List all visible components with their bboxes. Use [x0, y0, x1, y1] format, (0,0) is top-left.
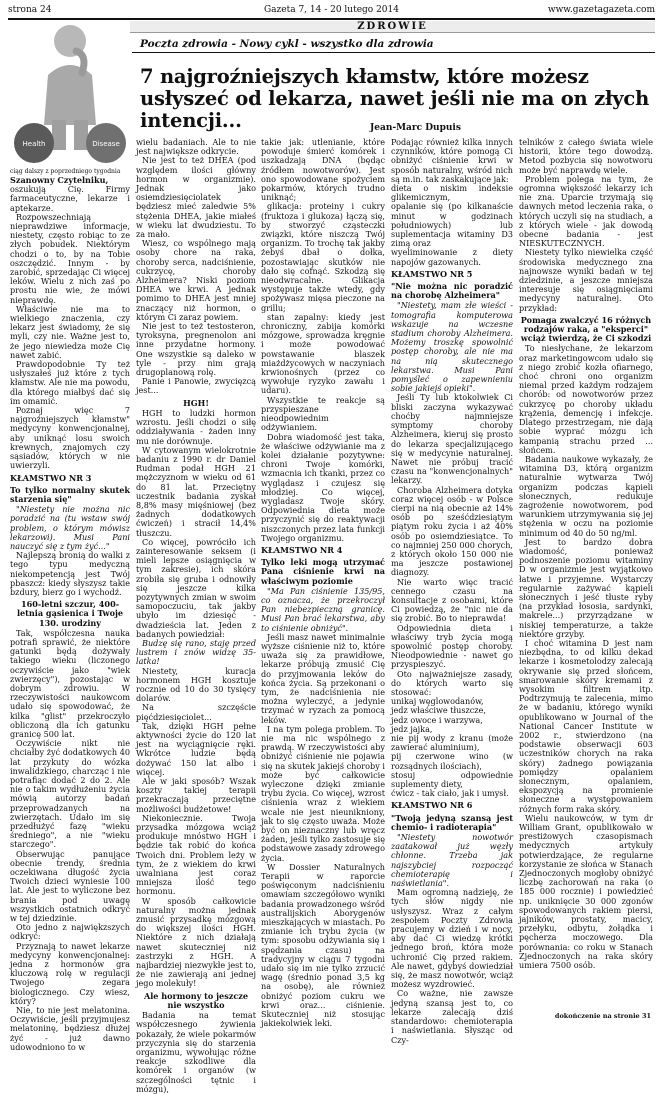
- paragraph: I choć witamina D jest nam niezbędna, to od kilku dekad lekarze i kosmetolodzy zalecają okrywanie się przed słońcem, smarowanie skóry kremami z wysokim filtrem itp. Podtrzymują te zalecenia, mimo że w badaniu, którego wyniki opublikowano w Journal of the National Cancer Institute w 2002 r., stwierdzono (na podstawie obserwacji 603 uczestników chorych na raka skóry) żadnego powiązania pomiędzy opalaniem słonecznym, opalaniem, ekspozycją na promienie słoneczne a występowaniem różnych form raka skóry.: [519, 637, 653, 814]
- list-item: jedz właściwe tłuszcze,: [391, 705, 486, 716]
- paragraph: Tak, dzięki HGH pełne aktywności życie do 120 lat jest na wyciągnięcie ręki. Wkrótce ludzie będą dożywać 150 lat albo i więcej.: [136, 720, 256, 777]
- column-3: [261, 137, 385, 1029]
- paragraph: Co ważne, nie zawsze jedyną szansą jest to, co lekarze zalecają dziś standardowo: chemioterapia i naświetlania. Słysząc od Czy-: [391, 988, 513, 1045]
- subheading-lie-4-title: Tylko leki mogą utrzymać Pana ciśnienie krwi na właściwym poziomie: [261, 557, 385, 586]
- paragraph: Tak, współczesna nauka potrafi sprawić, że niektóre gatunki będą dożywały takiego wieku (liczonego oczywiście jako "wiek zwierzęcy"), pozostając w dobrym zdrowiu. W rzeczywistości naukowcom udało się spowodować, że kilka "glist" przekroczyło obliczoną dla ich gatunku granicę 500 lat.: [10, 627, 130, 739]
- list-item: nie pij wody z kranu (może zawierać aluminium),: [391, 733, 513, 753]
- quote: "Ma Pan ciśnienie 135/95, co oznacza, że przekroczył Pan niebezpieczną granicę. Musi Pan brać lekarstwa, aby to ciśnienie obniżyć".: [261, 585, 385, 633]
- column-1: [10, 175, 130, 1052]
- paragraph: Nie jest to też DHEA (pod względem ilości główny hormon w organizmie). Jednak jako osiemdziesięciolatek będziesz mieć zaledwie 5% stężenia DHEA, jakie miałeś w wieku lat dwudziestu. To za mało.: [136, 155, 256, 240]
- paragraph: Na szczęście pięćdziesięciolet...: [136, 702, 256, 722]
- paragraph: Nie, to nie jest melatonina. Oczywiście, jeśli przyjmujesz melatoninę, będziesz dłużej żyć - już dawno udowodniono to w: [10, 1005, 130, 1052]
- paragraph: Oczywiście nikt nie chciałby żyć dodatkowych 40 lat przykuty do wózka inwalidzkiego, charcząc i nie potrafiąc dodać 2 do 2. Ale nie o takim wydłużeniu życia mówią autorzy badań przeprowadzanych na zwierzętach. Udało im się przedłużyć fazę "wieku średniego", a nie "wieku starczego".: [10, 738, 130, 850]
- paragraph: Choroba Alzheimera dotyka coraz więcej osób - w Polsce cierpi na nią obecnie aż 14% osób po sześćdziesiątym piątym roku życia i aż 40% osób po osiemdziesiątce. To co najmniej 250 000 chorych, z których około 150 000 nie ma jeszcze postawionej diagnozy.: [391, 484, 513, 578]
- list-item: jedz jajka,: [391, 723, 433, 734]
- paragraph: Wiesz, co wspólnego mają osoby chore na raka, choroby serca, nadciśnienie, cukrzycę, choroby Alzheimera? Niski poziom DHEA we krwi. A jednak pomimo to DHEA jest mniej znaczący niż hormon, o którym Ci zaraz powiem.: [136, 238, 256, 322]
- paragraph: Oto najważniejsze zasady, do których warto się stosować:: [391, 668, 513, 697]
- paragraph: Oto jedno z najwiękzszych odkryć:: [10, 922, 130, 942]
- article-headline: 7 najgroźniejszych kłamstw, które możesz usłyszeć od lekarza, nawet jeśli nie ma on złych intencji...: [140, 65, 650, 132]
- paragraph: takie jak: utlenianie, które powoduje śmierć komórek i uszkadzają DNA (będąc źródłem nowotworów). Jest ono spowodowane spożyciem pokarmów, których trudno uniknąć;: [261, 137, 385, 203]
- paragraph: Problem polega na tym, że ogromna większość lekarzy ich nie zna. Uparcie trzymają się dawnych metod leczenia raka, o których uczyli się na studiach, a z których wiele - jak dowodą obecne badania - jest NIESKUTECZNYCH.: [519, 173, 653, 249]
- page-number: strona 24: [8, 5, 52, 15]
- column-4: [391, 137, 513, 1045]
- site-url[interactable]: www.gazetagazeta.com: [547, 5, 655, 15]
- thinking-person-illustration: [10, 15, 130, 165]
- paragraph: Poznaj więc 7 najgroźniejszych kłamstw" medycyny konwencjonalnej, aby uniknąć losu swoich krewnych, znajomych czy sąsiadów, których w nie uwierzyli.: [10, 405, 130, 471]
- paragraph: telników z całego świata wiele historii, które tego dowodzą. Metod pozbycia się nowotworu może być naprawdę wiele.: [519, 137, 653, 175]
- paragraph: Nie warto więc tracić cennego czasu na konsultacje z osobami, które Ci powiedzą, że "nic nie da się zrobić. Bo to nieprawda!: [391, 576, 513, 624]
- subheading-lie-3-title: To tylko normalny skutek starzenia się": [10, 484, 130, 504]
- paragraph: Co więcej, powróciło ich zainteresowanie seksem (i mieli lepsze osiągnięcia w tym zakresie), ich skóra zrobiła się gruba i odnowiły się jeszcze kilka pozytywnych zmian w swoim samopoczuciu, tak jakby ubyło im dziesięć - dwadzieścia lat. Jeden z badanych powiedział:: [136, 536, 256, 639]
- paragraph: Obserwując panujące obecnie trendy, średnia oczekiwana długość życia Twoich dzieci wyniesie 100 lat. Ale jest to wyliczone bez brania pod uwagę wszystkich ostatnich odkryć w tej dziedzinie.: [10, 848, 130, 924]
- paragraph: Przyznają to nawet lekarze medycyny konwencjonalnej: jedna z hormonów gra kluczową rolę w regulacji Twojego zegara biologicznego. Czy wiesz, który?: [10, 940, 130, 1006]
- paragraph: Wielu naukowców, w tym dr William Grant, opublikowało w prestiżowych czasopismach medycznych artykuły potwierdzające, że regularne korzystanie ze słońca w Stanach Zjednoczonych mogłoby obniżyć liczbę zachorowań na raka (o 185 000 rocznie) i powiedzieć np. uniknięcie 30 000 zgonów spowodowanych rakiem piersi, jajników, prostaty, macicy, przełyku, odbytu, żołądka i pęcherza moczowego. Dla porównania: co roku w Stanach Zjednoczonych na raka skóry umiera 7500 osób.: [519, 812, 653, 971]
- paragraph: Mam ogromną nadzieję, że tych słów nigdy nie usłyszysz. Wraz z całym zespołem Poczty Zdrowia pracujemy w dzień i w nocy, aby dać Ci wiedzę krótki jednego broń, która może uchronić Cię przed rakiem. Ale nawet, gdybyś dowiedział się, że masz nowotwór, wciąż możesz wyzdrowieć.: [391, 887, 513, 990]
- tagline-rule: [132, 52, 655, 53]
- issue-info: Gazeta 7, 14 - 20 lutego 2014: [263, 5, 399, 15]
- paragraph: Niekoniecznie. Twoja przysadka mózgowa wciąż produkuje mnóstwo HGH i będzie tak robić do końca Twoich dni. Problem leży w tym, że z wiekiem do krwi uwalniana jest coraz mniejsza ilość tego hormonu.: [136, 812, 256, 897]
- list-item: dieta o niskim indeksie glikemicznym,: [391, 183, 513, 203]
- paragraph: Nie jest to też testosteron, tyroksyna, pregnenolon ani inne przydatne hormony. One wszystkie są daleko w tyle - przy nim grają drugoplanową rolę.: [136, 321, 256, 378]
- health-label: Health: [22, 140, 46, 148]
- paragraph: wielu badaniach. Ale to nie jest największe odkrycie.: [136, 137, 256, 157]
- subheading: 160-letni szczur, 400-letnia gąsienica i Twoje 130. urodziny: [16, 599, 124, 628]
- paragraph: W sposób całkowicie naturalny można jednak zmusić przysadkę mózgową do większej ilości HGH. Niektóre z nich działają nawet skuteczniej niż zastrzyki z HGH. A najbardziej niezwykłe jest to, że nie zawierają ani jednej jego molekuły!: [136, 895, 256, 989]
- disease-label: Disease: [92, 140, 120, 148]
- paragraph: HGH to ludzki hormon wzrostu. Jeśli chodzi o siłę oddziaływania - żaden inny mu nie dorównuje.: [136, 407, 256, 446]
- subheading: Ale hormony to jeszcze nie wszystko: [143, 990, 249, 1010]
- quote: "Niestety nowotwór zaatakował już węzły chłonne. Trzeba jak najszybciej rozpocząć chemioterapię i naświetlania".: [391, 832, 513, 889]
- paragraph: stan zapalny: kiedy jest chroniczny, zabija komórki mózgowe, sprowadza kręgnie i może powodować powstawanie blaszek miażdżycowych w naczyniach krwionośnych (przez co wywołuje ryzyko zawału i udaru).: [261, 311, 385, 396]
- paragraph: Wszystkie te reakcje są przyspieszane nieodpowiednim odżywianiem.: [261, 394, 385, 433]
- tagline: Poczta zdrowia - Nowy cykl - wszystko dla zdrowia: [140, 38, 434, 50]
- paragraph: Podając również kilka innych czynników, które pomogą Ci obniżyć ciśnienie krwi w sposób naturalny, wśród nich są m.in. tak zaskakujące jak:: [391, 137, 513, 184]
- list-item: jedz owoce i warzywa,: [391, 714, 483, 725]
- paragraph: glikacja: proteiny i cukry (fruktoza i glukoza) łączą się, by stworzyć cząsteczki związki, które niszczą Twój organizm. To trochę tak jakby żebyś dbał o dołka, pozostawiając skutków nie dało się cofnąć. Szkodzą się nieodwracalne. Glikacja występuje także wtedy, gdy spożywasz mięsa pieczone na grillu;: [261, 201, 385, 313]
- paragraph: Jest to bardzo dobra wiadomość, ponieważ podnoszenie poziomu witaminy D w organizmie jest wyjątkowo łatwe i przyjemne. Wystarczy regularnie zażywać kąpieli słonecznych i jeść tłuste ryby (na przykład łososia, sardynki, makrele...) przyrządzane w niskiej temperaturze, a także niektóre grzyby.: [519, 536, 653, 639]
- section-title: ZDROWIE: [130, 21, 655, 33]
- paragraph: W Dossier Naturalnych Terapii w raporcie poświęconym nadciśnieniu omawiam szczegółowo wyniki badania prowadzonego wśród australijskich Aborygenów mieszkających w miastach. Po zmianie ich trybu życia (w tym: sposobu odżywiania się i spędzania czasu) na tradycyjny w ciągu 7 tygodni udało się im nie tylko zrzucić wagę (średnio ponad 3,5 kg na osobę), ale również obniżyć poziom cukru we krwi oraz... ciśnienie. Skuteczniej niż stosując jakiekolwiek leki.: [261, 861, 385, 1029]
- article-illustration: [10, 15, 130, 165]
- paragraph: Niestety tylko niewielka część środowiska medycznego zna najnowsze wyniki badań w tej dziedzinie, a jeszcze mniejsza interesuje się osiągnięciami medycyny naturalnej. Oto przykład:: [519, 247, 653, 313]
- subheading-lie-6-title: "Twoją jedyną szansą jest chemio- i radioterapia": [391, 812, 513, 832]
- paragraph: Badania na temat współczesnego żywienia pokazały, że wiele pokarmów przyczynia się do starzenia organizmu, wywołując różne reakcje szkodliwe dla komórek i organów (w szczególności tętnic i mózgu),: [136, 1010, 256, 1094]
- article-byline: Jean-Marc Dupuis: [370, 123, 461, 133]
- column-2: [136, 137, 256, 1094]
- quote: "Niestety, mam złe wieści - tomografia komputerowa wskazuje na wczesne stadium choroby Alzheimera. Możemy troszkę spowolnić postęp choroby, ale nie ma na nią skutecznego lekarstwa. Musi Pani pomyśleć o zapewnieniu sobie jakiejś opieki".: [391, 300, 513, 394]
- list-item: unikaj węglowodanów,: [391, 696, 484, 707]
- paragraph: Badania naukowe wykazały, że witamina D3, którą organizm naturalnie wytwarza Twój organizm podczas kąpieli słonecznych, redukuje zagrożenie nowotworem, pod warunkiem utrzymywania się jej stężenia w oczu na poziomie minimum od 40 do 50 ng/ml.: [519, 453, 653, 538]
- subheading-lie-6: KŁAMSTWO NR 6: [391, 800, 473, 811]
- paragraph: Dobra wiadomość jest taka, że właściwe odżywianie ma z kolei działanie pozytywne: chroni Twoje komórki, wzmacnia ich tkanki, przez co wyglądasz i czujesz się młodziej. Co więcej, wygladasz Twoje skóry. Odpowiednia dieta może przyczynić się do reaktywacji niszczonych przez lata funkcji Twojego organizmu.: [261, 431, 385, 543]
- quote: "Niestety nie można nic poradzić na (tu wstaw swój problem, o którym mówisz lekarzowi). Musi Pani nauczyć się z tym żyć...": [10, 504, 130, 551]
- list-item: stosuj odpowiednie suplementy diety,: [391, 769, 513, 790]
- greeting: Szanowny Czytelniku,: [10, 175, 109, 185]
- paragraph: Niestety, kuracja hormonem HGH kosztuje rocznie od 10 do 30 tysięcy dolarów.: [136, 665, 256, 704]
- paragraph: Panie i Panowie, zwycięzcą jest...: [136, 376, 256, 396]
- paragraph: Jeśli masz nawet minimalnie wyższe ciśnienie niż to, które uważa się za prawidłowe, lekarze próbują zmusić Cię do przyjmowania leków do końca życia. Są przekonani o tym, że nadciśnienia nie można wyleczyć, a jedynie trzymać w ryzach za pomocą leków.: [261, 631, 385, 725]
- subheading-lie-5-title: "Nie można nic poradzić na chorobę Alzheimera": [391, 281, 513, 301]
- paragraph: Ale w jaki sposób? Wszak koszty takiej terapii przekraczają przeciętne możliwości budżetowe!: [136, 776, 256, 814]
- subheading-hgh: HGH!: [183, 397, 209, 408]
- continued-note: dokończenie na stronie 31: [554, 1012, 651, 1020]
- paragraph: W cytowanym wielokrotnie badaniu z 1990 r. dr Daniel Rudman podał HGH 21 mężczyznom w wieku od 61 do 81 lat. Przeciętny uczestnik badania zyskał 8,8% masy mięśniowej (bez żadnych dodatkowych ćwiczeń) i stracił 14,4% tłuszczu.: [136, 444, 256, 538]
- paragraph: Odpowiednia dieta i właściwy tryb życia mogą spowolnić postęp choroby. Nieodpowiednie - nawet go przyspieszyć.: [391, 622, 513, 670]
- paragraph: I na tym polega problem. To nie ma nic wspólnego z prawdą. W rzeczywistości aby obniżyć ciśnienie nie pojawia się na skutek jakiejś choroby i może być całkowicie wyleczone dzięki zmianie trybu życia. Co więcej, wzrost ciśnienia wraz z wiekiem wcale nie jest nieunikniony, jak to się często uważa. Może być on nieznaczny lub wręcz żaden, jeśli tylko zastosuje się podstawowe zasady zdrowego życia.: [261, 723, 385, 863]
- paragraph: Właściwie nie ma to wielkiego znaczenia, czy lekarz jest świadomy, że się myli, czy nie. Ważne jest to, że jego niewiedza może Cię nawet zabić.: [10, 303, 130, 360]
- paragraph: Rozpowszechniają nieprawdziwe informacje, niestety, często robiąc to ze złych pobudek. Niektórym chodzi o to, by na Tobie oszczędzić. Innym - by zarobić, sprzedając Ci więcej leków. Wielu z nich zaś po prostu nie wie, że mówi nieprawdę.: [10, 211, 130, 305]
- column-5: [519, 138, 653, 1008]
- paragraph: Jeśli Ty lub ktokolwiek Ci bliski zaczyna wykazywać choćby najmniejsze symptomy choroby Alzheimera, kieruj się prosto do lekarza specjalizującego się w medycynie naturalnej. Nawet nie próbuj tracić czasu na "konwencjonalnych" lekarzy.: [391, 392, 513, 486]
- quote: Budzę się rano, staję przed lustrem i znów widzę 35-latka!: [136, 637, 256, 667]
- paragraph: To niesłychane, że lekarzom oraz marketingowcom udało się z niego zrobić kozła ofiarnego, choć chroni ono organizm niemal przed każdym rodzajem chorób: od nowotworów przez cukrzycę po choroby układu krążenia, demencję i infekcje. Dlatego przestrzegam, nie dają sobie wyprać mózgu ich kampanią strachu przed ... słońcem.: [519, 343, 653, 455]
- subheading-lie-4: KŁAMSTWO NR 4: [261, 544, 343, 555]
- list-item: ćwicz - tak ciało, jak i umysł.: [391, 788, 509, 799]
- image-caption: ciąg dalszy z poprzedniego tygodnia: [10, 168, 121, 175]
- subheading-lie-3: KŁAMSTWO NR 3: [10, 472, 92, 483]
- paragraph: oszukują Cię. Firmy farmaceutyczne, lekarze i aptekarze.: [10, 184, 130, 213]
- list-item: pij czerwone wino (w rozsądnych ilościach),: [391, 751, 513, 771]
- list-item: wyeliminowanie z diety napojów gazowanych.: [391, 247, 513, 267]
- paragraph: Prawdopodobnie Ty też usłyszałeś już które z tych kłamstw. Ale nie ma powodu, dla którego miałbyś dać się im omamić.: [10, 359, 130, 406]
- subheading-lie-5: KŁAMSTWO NR 5: [391, 268, 473, 279]
- list-item: opalanie się (po kilkanaście minut w godzinach południowych) lub suplementacja witaminy D3 zimą oraz: [391, 201, 513, 249]
- paragraph: Najlepszą bronią do walki z tego typu medyczną niekompetencją jest Twój pbaszcz: kiedy słyszysz takie bzdury, bierz go i wychodź.: [10, 550, 130, 597]
- subheading: Pomaga zwalczyć 16 różnych rodzajów raka, a "eksperci" wciąż twierdzą, że Ci szkodzi: [520, 314, 652, 344]
